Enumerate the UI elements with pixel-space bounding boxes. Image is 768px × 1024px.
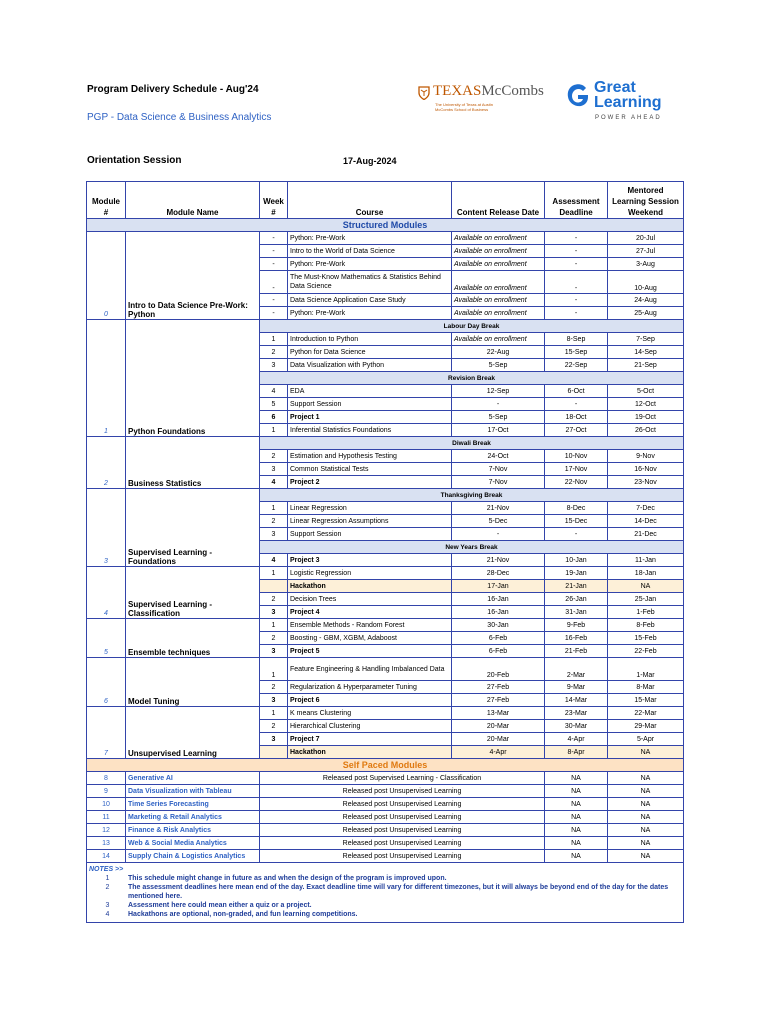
mentored-cell: 29-Mar [608, 720, 684, 733]
course-cell: Ensemble Methods - Random Forest [288, 619, 452, 632]
week-cell: 2 [260, 450, 288, 463]
release-cell: 5-Sep [452, 359, 545, 372]
week-cell: - [260, 258, 288, 271]
page-title: Program Delivery Schedule - Aug'24 [87, 84, 259, 95]
release-cell: 16-Jan [452, 593, 545, 606]
week-cell: - [260, 271, 288, 294]
self-release-cell: Released post Unsupervised Learning [260, 850, 545, 863]
assessment-cell: - [545, 258, 608, 271]
course-cell: Support Session [288, 398, 452, 411]
assessment-cell: 26-Jan [545, 593, 608, 606]
release-cell: 5-Dec [452, 515, 545, 528]
course-cell: Regularization & Hyperparameter Tuning [288, 681, 452, 694]
release-cell: 7-Nov [452, 463, 545, 476]
mentored-cell: NA [608, 580, 684, 593]
assessment-cell: NA [545, 850, 608, 863]
module-number: 6 [87, 658, 126, 707]
mentored-cell: 22-Mar [608, 707, 684, 720]
course-cell: Decision Trees [288, 593, 452, 606]
module-name: Supervised Learning - Classification [126, 567, 260, 619]
self-module-name: Finance & Risk Analytics [126, 824, 260, 837]
self-module-number: 14 [87, 850, 126, 863]
mentored-cell: 14-Sep [608, 346, 684, 359]
course-cell: Logistic Regression [288, 567, 452, 580]
notes-list [89, 874, 681, 919]
mentored-cell: 5-Oct [608, 385, 684, 398]
assessment-cell: 22-Sep [545, 359, 608, 372]
great-learning-word-2: Learning [594, 94, 662, 111]
release-cell: 20-Mar [452, 733, 545, 746]
assessment-cell: 22-Nov [545, 476, 608, 489]
assessment-cell: NA [545, 798, 608, 811]
course-cell: Project 3 [288, 554, 452, 567]
mentored-cell: 7-Sep [608, 333, 684, 346]
self-module-name: Web & Social Media Analytics [126, 837, 260, 850]
orientation-date: 17-Aug-2024 [343, 156, 397, 166]
release-cell: 21-Nov [452, 502, 545, 515]
mentored-cell: 11-Jan [608, 554, 684, 567]
release-cell: 20-Mar [452, 720, 545, 733]
week-cell: 3 [260, 645, 288, 658]
assessment-cell: 2-Mar [545, 658, 608, 681]
course-cell: Project 6 [288, 694, 452, 707]
release-cell: - [452, 398, 545, 411]
module-name: Model Tuning [126, 658, 260, 707]
week-cell: 2 [260, 515, 288, 528]
week-cell [260, 746, 288, 759]
texas-mccombs-wordmark: TEXASMcCombs [433, 83, 544, 99]
week-cell: 1 [260, 619, 288, 632]
module-name: Supervised Learning - Foundations [126, 489, 260, 567]
assessment-cell: 15-Sep [545, 346, 608, 359]
self-module-number: 13 [87, 837, 126, 850]
week-cell: 2 [260, 593, 288, 606]
release-cell: 17-Oct [452, 424, 545, 437]
assessment-cell: 27-Oct [545, 424, 608, 437]
course-cell: Common Statistical Tests [288, 463, 452, 476]
note-item [89, 883, 681, 901]
note-item [89, 874, 681, 883]
self-module-name: Supply Chain & Logistics Analytics [126, 850, 260, 863]
course-cell: Project 4 [288, 606, 452, 619]
release-cell: 20-Feb [452, 658, 545, 681]
mentored-cell: 16-Nov [608, 463, 684, 476]
col-header-course: Course [288, 182, 452, 219]
week-cell: 5 [260, 398, 288, 411]
week-cell: - [260, 307, 288, 320]
week-cell: 2 [260, 346, 288, 359]
note-text: This schedule might change in future as and when the design of the program is improved upon. [128, 875, 447, 882]
course-cell: Introduction to Python [288, 333, 452, 346]
week-cell: 1 [260, 658, 288, 681]
assessment-cell: NA [545, 837, 608, 850]
course-cell: Project 7 [288, 733, 452, 746]
week-cell: 1 [260, 707, 288, 720]
break-row: Thanksgiving Break [260, 489, 684, 502]
assessment-cell: 18-Oct [545, 411, 608, 424]
note-item [89, 901, 681, 910]
assessment-cell: 21-Jan [545, 580, 608, 593]
self-release-cell: Released post Unsupervised Learning [260, 837, 545, 850]
assessment-cell: 31-Jan [545, 606, 608, 619]
week-cell: 6 [260, 411, 288, 424]
assessment-cell: 10-Nov [545, 450, 608, 463]
course-cell: Linear Regression Assumptions [288, 515, 452, 528]
mentored-cell: 27-Jul [608, 245, 684, 258]
release-cell: 27-Feb [452, 694, 545, 707]
release-cell: Available on enrollment [452, 232, 545, 245]
mentored-cell: NA [608, 850, 684, 863]
week-cell: 4 [260, 385, 288, 398]
assessment-cell: 16-Feb [545, 632, 608, 645]
great-learning-logo [566, 78, 666, 128]
section-structured: Structured Modules [87, 219, 684, 232]
break-row: Labour Day Break [260, 320, 684, 333]
week-cell: 2 [260, 681, 288, 694]
course-cell: Python for Data Science [288, 346, 452, 359]
note-number: 1 [105, 875, 110, 882]
week-cell: 3 [260, 694, 288, 707]
release-cell: 30-Jan [452, 619, 545, 632]
module-name: Intro to Data Science Pre-Work: Python [126, 232, 260, 320]
self-module-name: Data Visualization with Tableau [126, 785, 260, 798]
self-release-cell: Released post Unsupervised Learning [260, 824, 545, 837]
week-cell: 1 [260, 502, 288, 515]
release-cell: 6-Feb [452, 645, 545, 658]
course-cell: Intro to the World of Data Science [288, 245, 452, 258]
week-cell: 3 [260, 606, 288, 619]
mentored-cell: 20-Jul [608, 232, 684, 245]
course-cell: Support Session [288, 528, 452, 541]
self-release-cell: Released post Supervised Learning - Classification [260, 772, 545, 785]
assessment-cell: - [545, 245, 608, 258]
release-cell: Available on enrollment [452, 333, 545, 346]
mentored-cell: 5-Apr [608, 733, 684, 746]
col-header-release: Content Release Date [452, 182, 545, 219]
self-release-cell: Released post Unsupervised Learning [260, 811, 545, 824]
release-cell: 5-Sep [452, 411, 545, 424]
assessment-cell: 8-Sep [545, 333, 608, 346]
great-learning-g-icon [566, 82, 590, 110]
course-cell: Boosting - GBM, XGBM, Adaboost [288, 632, 452, 645]
note-number: 2 [105, 884, 110, 891]
assessment-cell: NA [545, 772, 608, 785]
mentored-cell: 19-Oct [608, 411, 684, 424]
course-cell: The Must-Know Mathematics & Statistics Behind Data Science [288, 271, 452, 294]
course-cell: Hackathon [288, 580, 452, 593]
release-cell: 28-Dec [452, 567, 545, 580]
col-header-module-name: Module Name [126, 182, 260, 219]
mentored-cell: 9-Nov [608, 450, 684, 463]
schedule-table [86, 181, 684, 923]
texas-mccombs-logo [418, 84, 558, 120]
week-cell: 3 [260, 359, 288, 372]
course-cell: Project 1 [288, 411, 452, 424]
assessment-cell: 23-Mar [545, 707, 608, 720]
week-cell: 2 [260, 632, 288, 645]
module-number: 0 [87, 232, 126, 320]
assessment-cell: 4-Apr [545, 733, 608, 746]
week-cell: - [260, 294, 288, 307]
release-cell: Available on enrollment [452, 271, 545, 294]
release-cell: 4-Apr [452, 746, 545, 759]
mentored-cell: NA [608, 785, 684, 798]
mentored-cell: NA [608, 811, 684, 824]
assessment-cell: NA [545, 785, 608, 798]
week-cell: 4 [260, 554, 288, 567]
module-name: Business Statistics [126, 437, 260, 489]
col-header-mentored: Mentored Learning Session Weekend [608, 182, 684, 219]
longhorn-shield-icon [418, 86, 430, 100]
self-module-number: 12 [87, 824, 126, 837]
module-number: 4 [87, 567, 126, 619]
release-cell: - [452, 528, 545, 541]
break-row: New Years Break [260, 541, 684, 554]
course-cell: Estimation and Hypothesis Testing [288, 450, 452, 463]
assessment-cell: - [545, 271, 608, 294]
week-cell: 1 [260, 567, 288, 580]
assessment-cell: - [545, 294, 608, 307]
note-number: 4 [105, 911, 110, 918]
release-cell: 12-Sep [452, 385, 545, 398]
release-cell: 27-Feb [452, 681, 545, 694]
course-cell: Python: Pre-Work [288, 258, 452, 271]
week-cell [260, 580, 288, 593]
module-number: 7 [87, 707, 126, 759]
section-self-paced: Self Paced Modules [87, 759, 684, 772]
release-cell: 7-Nov [452, 476, 545, 489]
mentored-cell: 1-Mar [608, 658, 684, 681]
course-cell: Python: Pre-Work [288, 232, 452, 245]
course-cell: Project 5 [288, 645, 452, 658]
self-module-number: 10 [87, 798, 126, 811]
mentored-cell: 25-Aug [608, 307, 684, 320]
course-cell: K means Clustering [288, 707, 452, 720]
assessment-cell: 10-Jan [545, 554, 608, 567]
assessment-cell: NA [545, 824, 608, 837]
course-cell: Hierarchical Clustering [288, 720, 452, 733]
texas-sub-text: The University of Texas at Austin McCombs School of Business [435, 102, 493, 112]
release-cell: 16-Jan [452, 606, 545, 619]
assessment-cell: 14-Mar [545, 694, 608, 707]
release-cell: 17-Jan [452, 580, 545, 593]
mentored-cell: 3-Aug [608, 258, 684, 271]
great-learning-tagline: POWER AHEAD [595, 115, 662, 121]
mentored-cell: 21-Dec [608, 528, 684, 541]
course-cell: Feature Engineering & Handling Imbalanced Data [288, 658, 452, 681]
course-cell: Data Science Application Case Study [288, 294, 452, 307]
module-name: Python Foundations [126, 320, 260, 437]
assessment-cell: 8-Apr [545, 746, 608, 759]
release-cell: 6-Feb [452, 632, 545, 645]
mentored-cell: 22-Feb [608, 645, 684, 658]
assessment-cell: 6-Oct [545, 385, 608, 398]
mentored-cell: NA [608, 798, 684, 811]
week-cell: 4 [260, 476, 288, 489]
mentored-cell: 15-Mar [608, 694, 684, 707]
mentored-cell: 23-Nov [608, 476, 684, 489]
break-row: Diwali Break [260, 437, 684, 450]
self-release-cell: Released post Unsupervised Learning [260, 785, 545, 798]
mentored-cell: NA [608, 772, 684, 785]
self-release-cell: Released post Unsupervised Learning [260, 798, 545, 811]
col-header-module: Module # [87, 182, 126, 219]
self-module-name: Marketing & Retail Analytics [126, 811, 260, 824]
mentored-cell: 8-Feb [608, 619, 684, 632]
self-module-number: 11 [87, 811, 126, 824]
assessment-cell: 17-Nov [545, 463, 608, 476]
col-header-assessment: Assessment Deadline [545, 182, 608, 219]
week-cell: 2 [260, 720, 288, 733]
course-cell: Hackathon [288, 746, 452, 759]
note-number: 3 [105, 902, 110, 909]
assessment-cell: 9-Feb [545, 619, 608, 632]
mentored-cell: 7-Dec [608, 502, 684, 515]
mentored-cell: 21-Sep [608, 359, 684, 372]
mentored-cell: 25-Jan [608, 593, 684, 606]
col-header-week: Week # [260, 182, 288, 219]
assessment-cell: - [545, 398, 608, 411]
module-number: 1 [87, 320, 126, 437]
assessment-cell: - [545, 307, 608, 320]
assessment-cell: 8-Dec [545, 502, 608, 515]
release-cell: 13-Mar [452, 707, 545, 720]
release-cell: Available on enrollment [452, 245, 545, 258]
release-cell: Available on enrollment [452, 307, 545, 320]
note-text: Hackathons are optional, non-graded, and fun learning competitions. [128, 911, 358, 918]
mentored-cell: 15-Feb [608, 632, 684, 645]
note-item [89, 910, 681, 919]
notes-block [87, 863, 684, 923]
orientation-label: Orientation Session [87, 155, 182, 166]
self-module-number: 8 [87, 772, 126, 785]
week-cell: 3 [260, 528, 288, 541]
course-cell: Project 2 [288, 476, 452, 489]
note-text: The assessment deadlines here mean end of the day. Exact deadline time will vary for different timezones, but it will always be beyond end of the day for the dates mentioned here. [128, 884, 669, 900]
assessment-cell: 21-Feb [545, 645, 608, 658]
assessment-cell: 15-Dec [545, 515, 608, 528]
week-cell: 1 [260, 424, 288, 437]
week-cell: - [260, 232, 288, 245]
release-cell: 24-Oct [452, 450, 545, 463]
assessment-cell: 9-Mar [545, 681, 608, 694]
self-module-name: Time Series Forecasting [126, 798, 260, 811]
release-cell: 22-Aug [452, 346, 545, 359]
mentored-cell: 18-Jan [608, 567, 684, 580]
mentored-cell: NA [608, 824, 684, 837]
assessment-cell: - [545, 528, 608, 541]
break-row: Revision Break [260, 372, 684, 385]
mentored-cell: 12-Oct [608, 398, 684, 411]
assessment-cell: - [545, 232, 608, 245]
self-module-name: Generative AI [126, 772, 260, 785]
mentored-cell: 8-Mar [608, 681, 684, 694]
assessment-cell: 19-Jan [545, 567, 608, 580]
note-text: Assessment here could mean either a quiz or a project. [128, 902, 312, 909]
course-cell: Inferential Statistics Foundations [288, 424, 452, 437]
week-cell: - [260, 245, 288, 258]
great-learning-word-1: Great [594, 79, 636, 96]
table-header-row [87, 182, 684, 219]
course-cell: Python: Pre-Work [288, 307, 452, 320]
release-cell: Available on enrollment [452, 294, 545, 307]
module-number: 5 [87, 619, 126, 658]
week-cell: 3 [260, 463, 288, 476]
self-module-number: 9 [87, 785, 126, 798]
mentored-cell: 26-Oct [608, 424, 684, 437]
week-cell: 1 [260, 333, 288, 346]
course-cell: EDA [288, 385, 452, 398]
module-name: Unsupervised Learning [126, 707, 260, 759]
release-cell: Available on enrollment [452, 258, 545, 271]
module-name: Ensemble techniques [126, 619, 260, 658]
mentored-cell: 10-Aug [608, 271, 684, 294]
mentored-cell: 1-Feb [608, 606, 684, 619]
assessment-cell: 30-Mar [545, 720, 608, 733]
course-cell: Data Visualization with Python [288, 359, 452, 372]
notes-heading: NOTES >> [89, 866, 124, 873]
module-number: 2 [87, 437, 126, 489]
assessment-cell: NA [545, 811, 608, 824]
mentored-cell: 14-Dec [608, 515, 684, 528]
module-number: 3 [87, 489, 126, 567]
course-cell: Linear Regression [288, 502, 452, 515]
mentored-cell: 24-Aug [608, 294, 684, 307]
week-cell: 3 [260, 733, 288, 746]
program-subtitle: PGP - Data Science & Business Analytics [87, 112, 272, 123]
mentored-cell: NA [608, 746, 684, 759]
mentored-cell: NA [608, 837, 684, 850]
release-cell: 21-Nov [452, 554, 545, 567]
